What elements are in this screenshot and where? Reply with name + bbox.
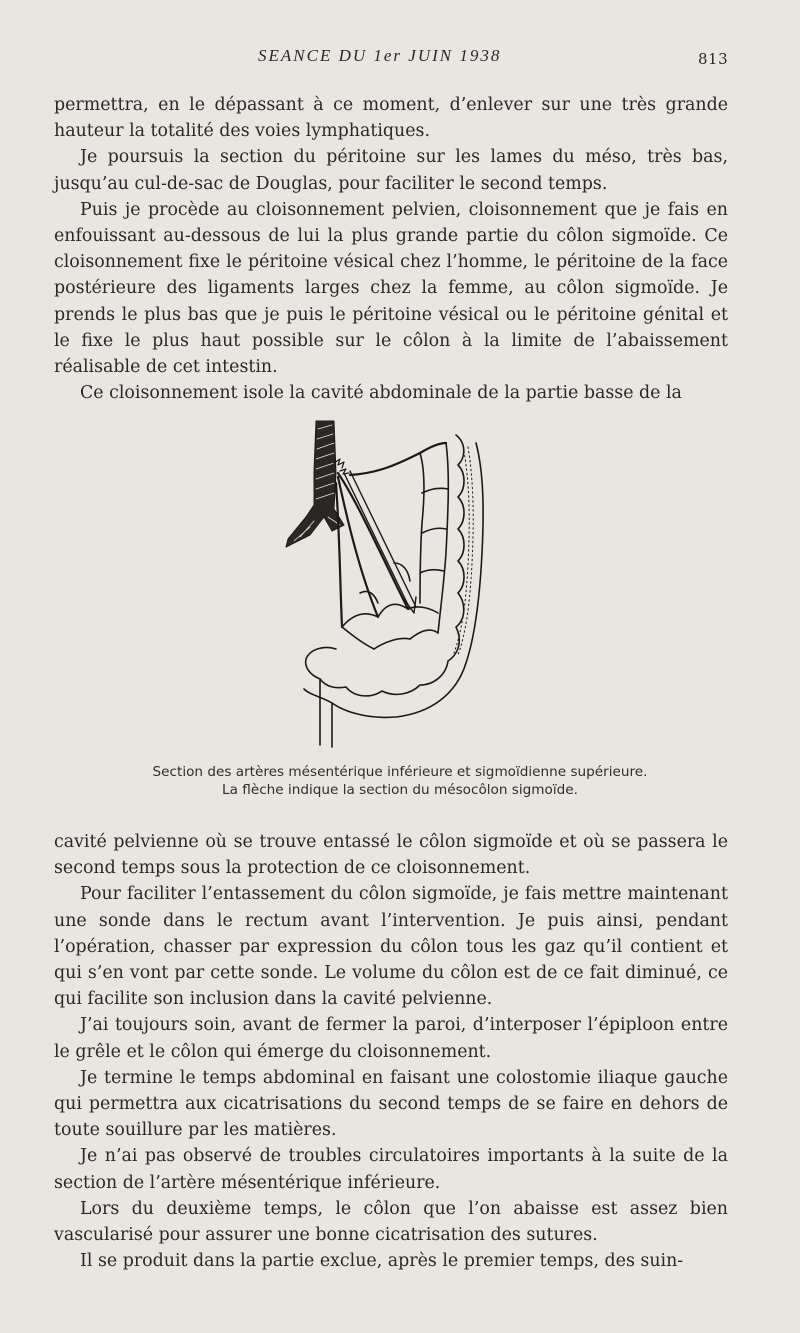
paragraph: J’ai toujours soin, avant de fermer la paroi, d’interposer l’épiploon entre le grêle et le côlon qui émerge du cloisonnement. xyxy=(54,1015,728,1062)
figure-caption xyxy=(60,763,740,799)
paragraph: Puis je procède au cloisonnement pelvien, cloisonnement que je fais en enfouissant au-dessous de lui la plus grande partie du côlon sigmoïde. Ce cloisonnement fixe le péritoine vésical chez l’homme, le péritoine de la face postérieure des ligaments larges chez la femme, au côlon sigmoïde. Je prends le plus bas que je puis le péritoine vésical ou le péritoine génital et le fixe le plus haut possible sur le côlon à la limite de l’abaissement réalisable de cet intestin. xyxy=(54,199,728,378)
page-number: 813 xyxy=(698,50,729,68)
section-arrow xyxy=(344,471,416,613)
paragraph: Pour faciliter l’entassement du côlon sigmoïde, je fais mettre maintenant une sonde dans le rectum avant l’intervention. Je puis ainsi, pendant l’opération, chasser par expression du côlon tous les gaz qu’il contient et qui s’en vont par cette sonde. Le volume du côlon est de ce fait diminué, ce qui facilite son inclusion dans la cavité pelvienne. xyxy=(54,884,728,1010)
page-header xyxy=(0,46,800,72)
running-title: SEANCE DU 1er JUIN 1938 xyxy=(258,46,502,65)
paragraph: cavité pelvienne où se trouve entassé le côlon sigmoïde et où se passera le second temps sous la protection de ce cloisonnement. xyxy=(54,832,728,879)
caption-line: Section des artères mésentérique inférieure et sigmoïdienne supérieure. xyxy=(152,764,648,780)
paragraph: Je n’ai pas observé de troubles circulatoires importants à la suite de la section de l’artère mésentérique inférieure. xyxy=(54,1146,728,1193)
paragraph: permettra, en le dépassant à ce moment, d’enlever sur une très grande hauteur la totalité des voies lymphatiques. xyxy=(54,95,728,142)
body-text-top xyxy=(54,92,728,406)
body-text-bottom xyxy=(54,829,728,1274)
paragraph: Lors du deuxième temps, le côlon que l’on abaisse est assez bien vascularisé pour assurer une bonne cicatrisation des sutures. xyxy=(54,1198,728,1246)
artery-branches xyxy=(336,443,446,627)
paragraph: Je poursuis la section du péritoine sur les lames du méso, très bas, jusqu’au cul-de-sac de Douglas, pour faciliter le second temps. xyxy=(54,147,728,194)
caption-line: La flèche indique la section du mésocôlon sigmoïde. xyxy=(222,782,578,798)
paragraph: Il se produit dans la partie exclue, après le premier temps, des suin- xyxy=(80,1251,684,1272)
paragraph: Je termine le temps abdominal en faisant une colostomie iliaque gauche qui permettra aux cicatrisations du second temps de se faire en dehors de toute souillure par les matières. xyxy=(54,1067,728,1141)
paragraph: Ce cloisonnement isole la cavité abdominale de la partie basse de la xyxy=(80,383,682,404)
anatomical-illustration xyxy=(270,413,510,753)
